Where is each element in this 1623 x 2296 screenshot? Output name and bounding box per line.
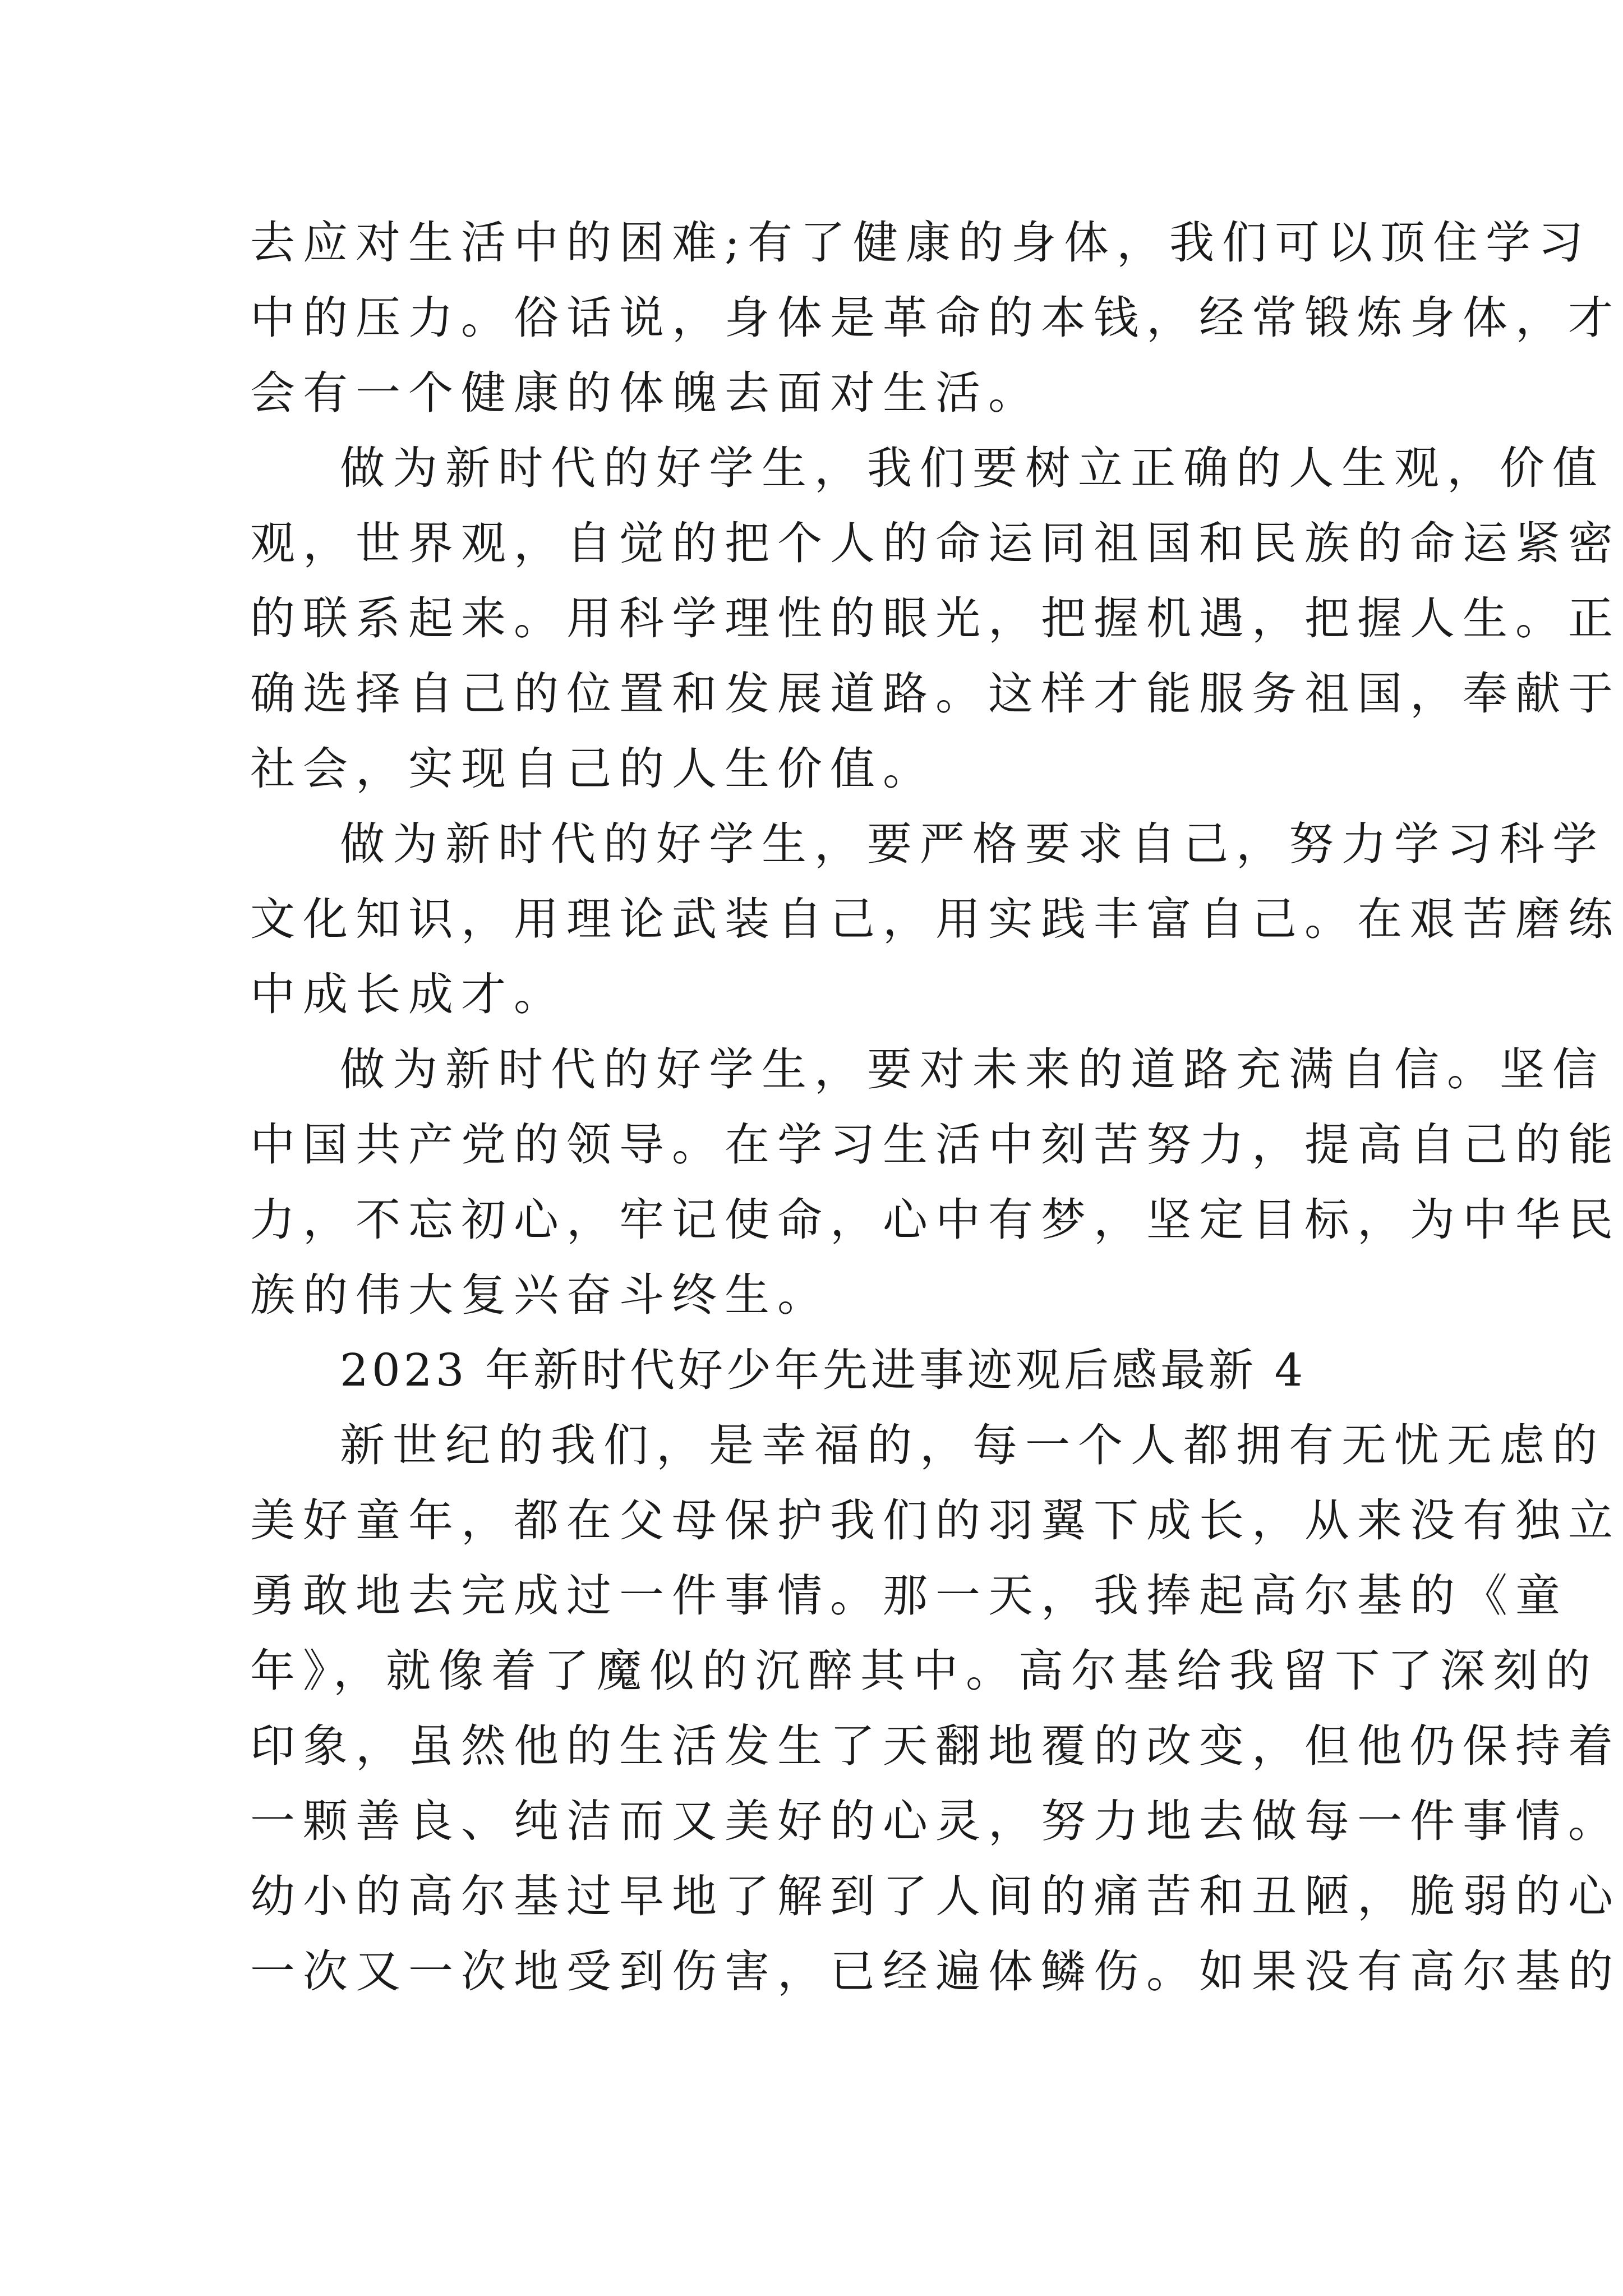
text-line: 观，世界观，自觉的把个人的命运同祖国和民族的命运紧密 (250, 517, 1621, 569)
text-line: 美好童年，都在父母保护我们的羽翼下成长，从来没有独立 (250, 1494, 1621, 1547)
text-line: 幼小的高尔基过早地了解到了人间的痛苦和丑陋，脆弱的心 (250, 1870, 1621, 1922)
text-line: 年》，就像着了魔似的沉醉其中。高尔基给我留下了深刻的 (250, 1645, 1598, 1697)
text-line: 一颗善良、纯洁而又美好的心灵，努力地去做每一件事情。 (250, 1795, 1621, 1847)
text-line: 印象，虽然他的生活发生了天翻地覆的改变，但他仍保持着 (250, 1720, 1621, 1772)
document-body (250, 205, 1621, 2009)
text-line: 的联系起来。用科学理性的眼光，把握机遇，把握人生。正 (250, 592, 1621, 645)
section-heading: 2023 年新时代好少年先进事迹观后感最新 4 (340, 1344, 1307, 1396)
text-line: 中成长成才。 (250, 968, 566, 1020)
text-line: 中的压力。俗话说，身体是革命的本钱，经常锻炼身体，才 (250, 292, 1621, 344)
text-line: 族的伟大复兴奋斗终生。 (250, 1269, 830, 1321)
paragraph-first-line: 做为新时代的好学生，我们要树立正确的人生观，价值 (340, 442, 1605, 494)
text-line: 一次又一次地受到伤害，已经遍体鳞伤。如果没有高尔基的 (250, 1945, 1621, 1998)
text-line: 力，不忘初心，牢记使命，心中有梦，坚定目标，为中华民 (250, 1194, 1621, 1246)
paragraph-first-line: 做为新时代的好学生，要严格要求自己，努力学习科学 (340, 818, 1605, 870)
text-line: 中国共产党的领导。在学习生活中刻苦努力，提高自己的能 (250, 1119, 1621, 1171)
text-line: 会有一个健康的体魄去面对生活。 (250, 367, 1041, 419)
text-line: 去应对生活中的困难;有了健康的身体，我们可以顶住学习 (250, 217, 1591, 269)
text-line: 勇敢地去完成过一件事情。那一天，我捧起高尔基的《童 (250, 1570, 1568, 1622)
paragraph-first-line: 新世纪的我们，是幸福的，每一个人都拥有无忧无虑的 (340, 1419, 1605, 1471)
text-line: 确选择自己的位置和发展道路。这样才能服务祖国，奉献于 (250, 668, 1621, 720)
paragraph-first-line: 做为新时代的好学生，要对未来的道路充满自信。坚信 (340, 1043, 1605, 1096)
text-line: 社会，实现自己的人生价值。 (250, 743, 935, 795)
text-line: 文化知识，用理论武装自己，用实践丰富自己。在艰苦磨练 (250, 893, 1621, 945)
